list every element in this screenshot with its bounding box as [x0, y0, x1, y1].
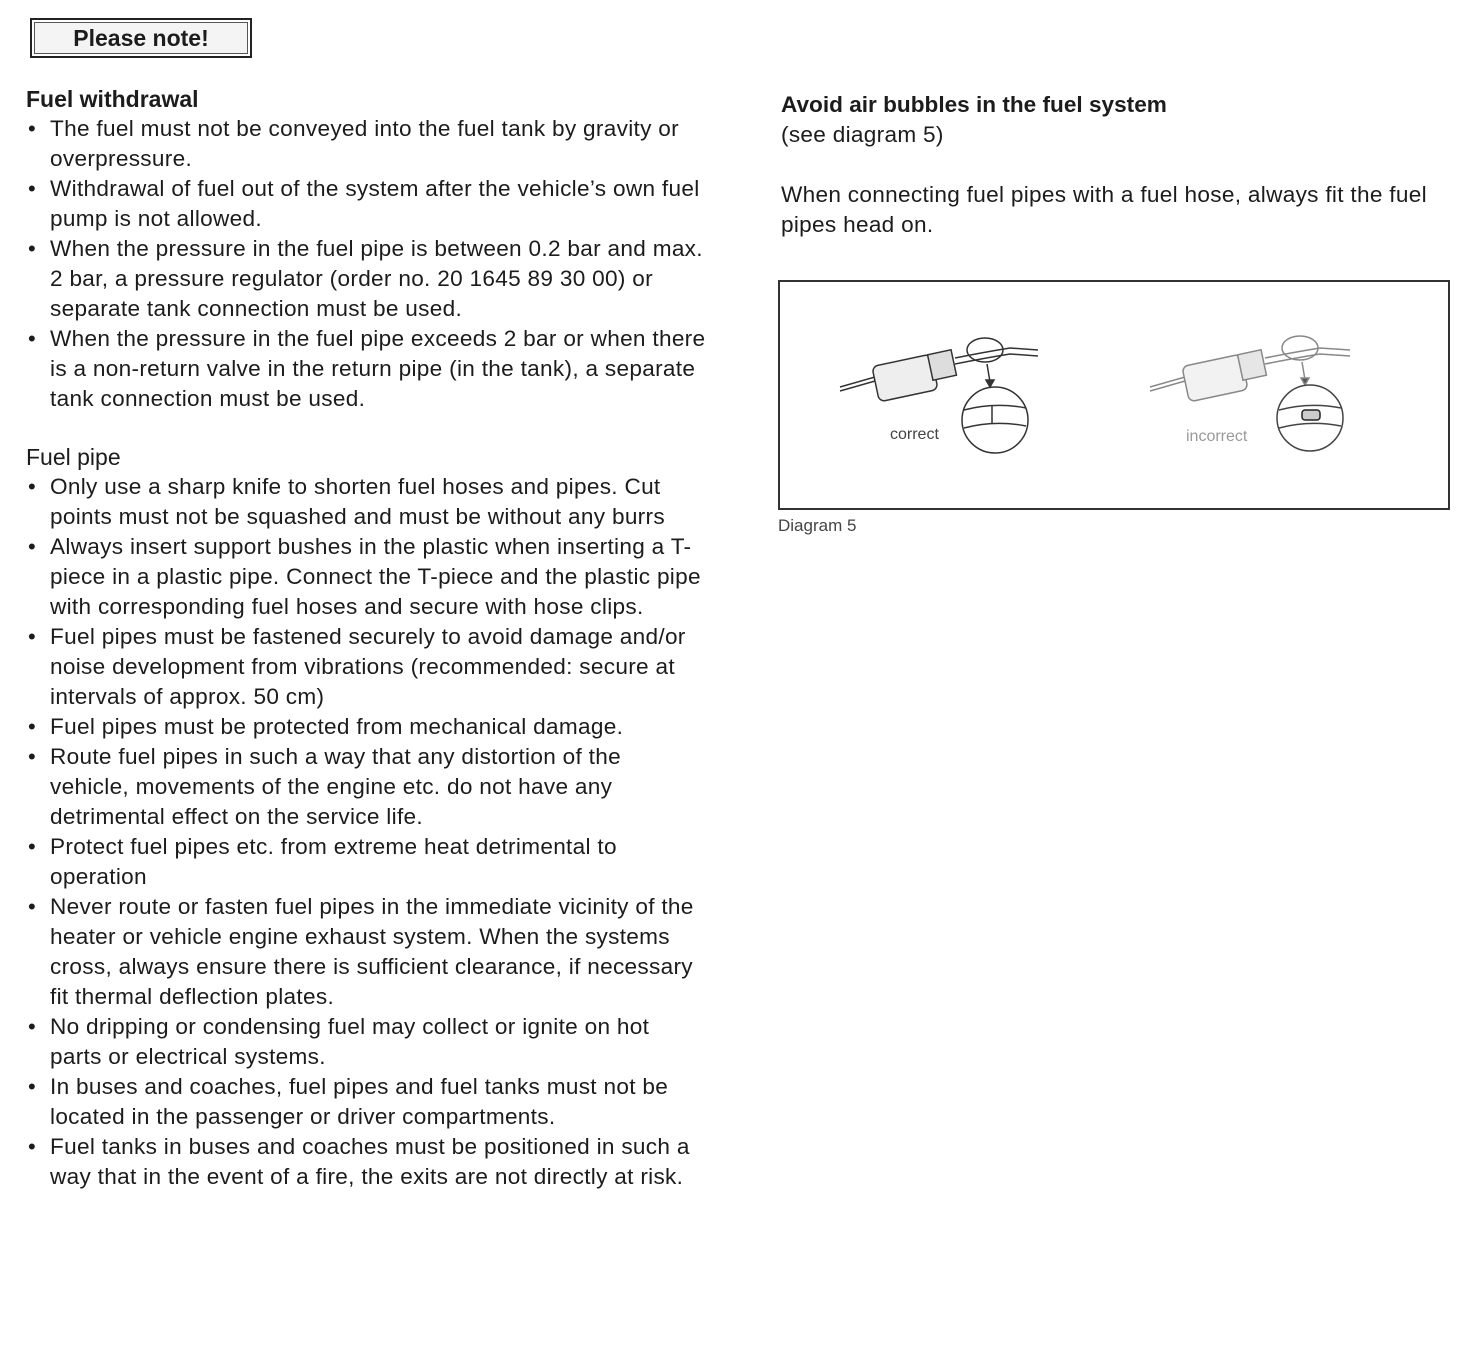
label-correct: correct	[890, 426, 939, 443]
list-item: • Always insert support bushes in the plastic when inserting a T-piece in a plastic pipe. Connect the T-piece and the plastic pipe with corresponding fuel hoses and secure with hose clips.	[26, 532, 706, 622]
list-item: • The fuel must not be conveyed into the fuel tank by gravity or overpressure.	[26, 114, 706, 174]
list-item: • No dripping or condensing fuel may collect or ignite on hot parts or electrical systems.	[26, 1012, 706, 1072]
right-column	[781, 90, 1461, 240]
fuel-withdrawal-list	[26, 114, 706, 414]
list-item: • Fuel tanks in buses and coaches must be positioned in such a way that in the event of a fire, the exits are not directly at risk.	[26, 1132, 706, 1192]
diagram-caption: Diagram 5	[778, 516, 857, 535]
list-item: • Withdrawal of fuel out of the system after the vehicle’s own fuel pump is not allowed.	[26, 174, 706, 234]
fuel-pump-illustration	[780, 282, 1448, 508]
list-item: • Route fuel pipes in such a way that any distortion of the vehicle, movements of the engine etc. do not have any detrimental effect on the service life.	[26, 742, 706, 832]
list-item: • In buses and coaches, fuel pipes and fuel tanks must not be located in the passenger or driver compartments.	[26, 1072, 706, 1132]
list-item: • When the pressure in the fuel pipe exceeds 2 bar or when there is a non-return valve in the return pipe (in the tank), a separate tank connection must be used.	[26, 324, 706, 414]
please-note-box: Please note!	[30, 18, 252, 58]
pump-incorrect-drawing	[1150, 336, 1350, 451]
diagram-5-figure	[778, 280, 1450, 510]
left-column	[26, 84, 706, 1192]
diagram-reference: (see diagram 5)	[781, 122, 944, 147]
instruction-text: When connecting fuel pipes with a fuel hose, always fit the fuel pipes head on.	[781, 182, 1427, 237]
fuel-pipe-list	[26, 472, 706, 1192]
list-item: • When the pressure in the fuel pipe is between 0.2 bar and max. 2 bar, a pressure regulator (order no. 20 1645 89 30 00) or separate tank connection must be used.	[26, 234, 706, 324]
label-incorrect: incorrect	[1186, 428, 1248, 445]
section-title-air-bubbles: Avoid air bubbles in the fuel system	[781, 92, 1167, 117]
list-item: • Fuel pipes must be protected from mechanical damage.	[26, 712, 706, 742]
section-title-fuel-withdrawal: Fuel withdrawal	[26, 86, 199, 112]
list-item: • Fuel pipes must be fastened securely to avoid damage and/or noise development from vibrations (recommended: secure at intervals of approx. 50 cm)	[26, 622, 706, 712]
list-item: • Never route or fasten fuel pipes in the immediate vicinity of the heater or vehicle engine exhaust system. When the systems cross, always ensure there is sufficient clearance, if necessary fit thermal deflection plates.	[26, 892, 706, 1012]
section-title-fuel-pipe: Fuel pipe	[26, 444, 121, 470]
list-item: • Only use a sharp knife to shorten fuel hoses and pipes. Cut points must not be squashed and must be without any burrs	[26, 472, 706, 532]
list-item: • Protect fuel pipes etc. from extreme heat detrimental to operation	[26, 832, 706, 892]
pump-correct-drawing	[840, 338, 1038, 453]
